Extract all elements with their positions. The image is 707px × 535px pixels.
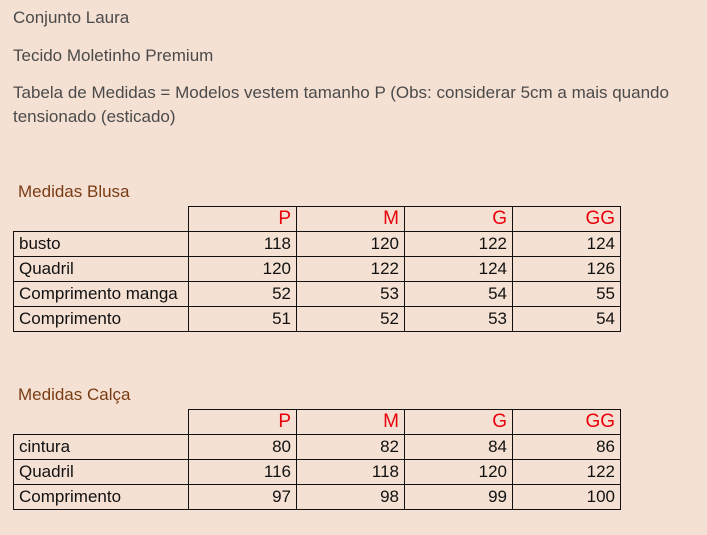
cell-value: 100 (513, 485, 621, 510)
cell-value: 52 (189, 282, 297, 307)
cell-value: 55 (513, 282, 621, 307)
table-row (14, 307, 621, 332)
cell-value: 84 (405, 435, 513, 460)
table-row (14, 435, 621, 460)
blusa-size-p: P (189, 207, 297, 232)
calca-size-table (13, 409, 621, 510)
row-label: Comprimento (14, 307, 189, 332)
row-label: Quadril (14, 460, 189, 485)
cell-value: 99 (405, 485, 513, 510)
cell-value: 122 (297, 257, 405, 282)
calca-header-blank (14, 410, 189, 435)
cell-value: 122 (405, 232, 513, 257)
calca-size-p: P (189, 410, 297, 435)
measure-note: Tabela de Medidas = Modelos vestem tamanho P (Obs: considerar 5cm a mais quando tensionado (esticado) (13, 83, 669, 126)
cell-value: 53 (297, 282, 405, 307)
row-label: Comprimento manga (14, 282, 189, 307)
row-label: Quadril (14, 257, 189, 282)
calca-header-row (14, 410, 621, 435)
cell-value: 118 (189, 232, 297, 257)
table-row (14, 257, 621, 282)
cell-value: 80 (189, 435, 297, 460)
product-fabric: Tecido Moletinho Premium (13, 46, 214, 65)
blusa-size-g: G (405, 207, 513, 232)
cell-value: 97 (189, 485, 297, 510)
blusa-size-gg: GG (513, 207, 621, 232)
cell-value: 52 (297, 307, 405, 332)
calca-size-gg: GG (513, 410, 621, 435)
table-row (14, 232, 621, 257)
table-row (14, 282, 621, 307)
product-name: Conjunto Laura (13, 8, 130, 27)
blusa-size-m: M (297, 207, 405, 232)
cell-value: 54 (405, 282, 513, 307)
cell-value: 124 (513, 232, 621, 257)
cell-value: 120 (189, 257, 297, 282)
table-row (14, 485, 621, 510)
cell-value: 120 (297, 232, 405, 257)
row-label: busto (14, 232, 189, 257)
calca-size-m: M (297, 410, 405, 435)
calca-size-g: G (405, 410, 513, 435)
cell-value: 122 (513, 460, 621, 485)
cell-value: 53 (405, 307, 513, 332)
cell-value: 98 (297, 485, 405, 510)
blusa-section-title: Medidas Blusa (18, 182, 130, 201)
blusa-header-blank (14, 207, 189, 232)
calca-section-title: Medidas Calça (18, 385, 131, 404)
cell-value: 124 (405, 257, 513, 282)
cell-value: 82 (297, 435, 405, 460)
cell-value: 51 (189, 307, 297, 332)
cell-value: 118 (297, 460, 405, 485)
cell-value: 54 (513, 307, 621, 332)
blusa-header-row (14, 207, 621, 232)
row-label: Comprimento (14, 485, 189, 510)
cell-value: 86 (513, 435, 621, 460)
table-row (14, 460, 621, 485)
cell-value: 126 (513, 257, 621, 282)
cell-value: 116 (189, 460, 297, 485)
row-label: cintura (14, 435, 189, 460)
cell-value: 120 (405, 460, 513, 485)
blusa-size-table (13, 206, 621, 332)
